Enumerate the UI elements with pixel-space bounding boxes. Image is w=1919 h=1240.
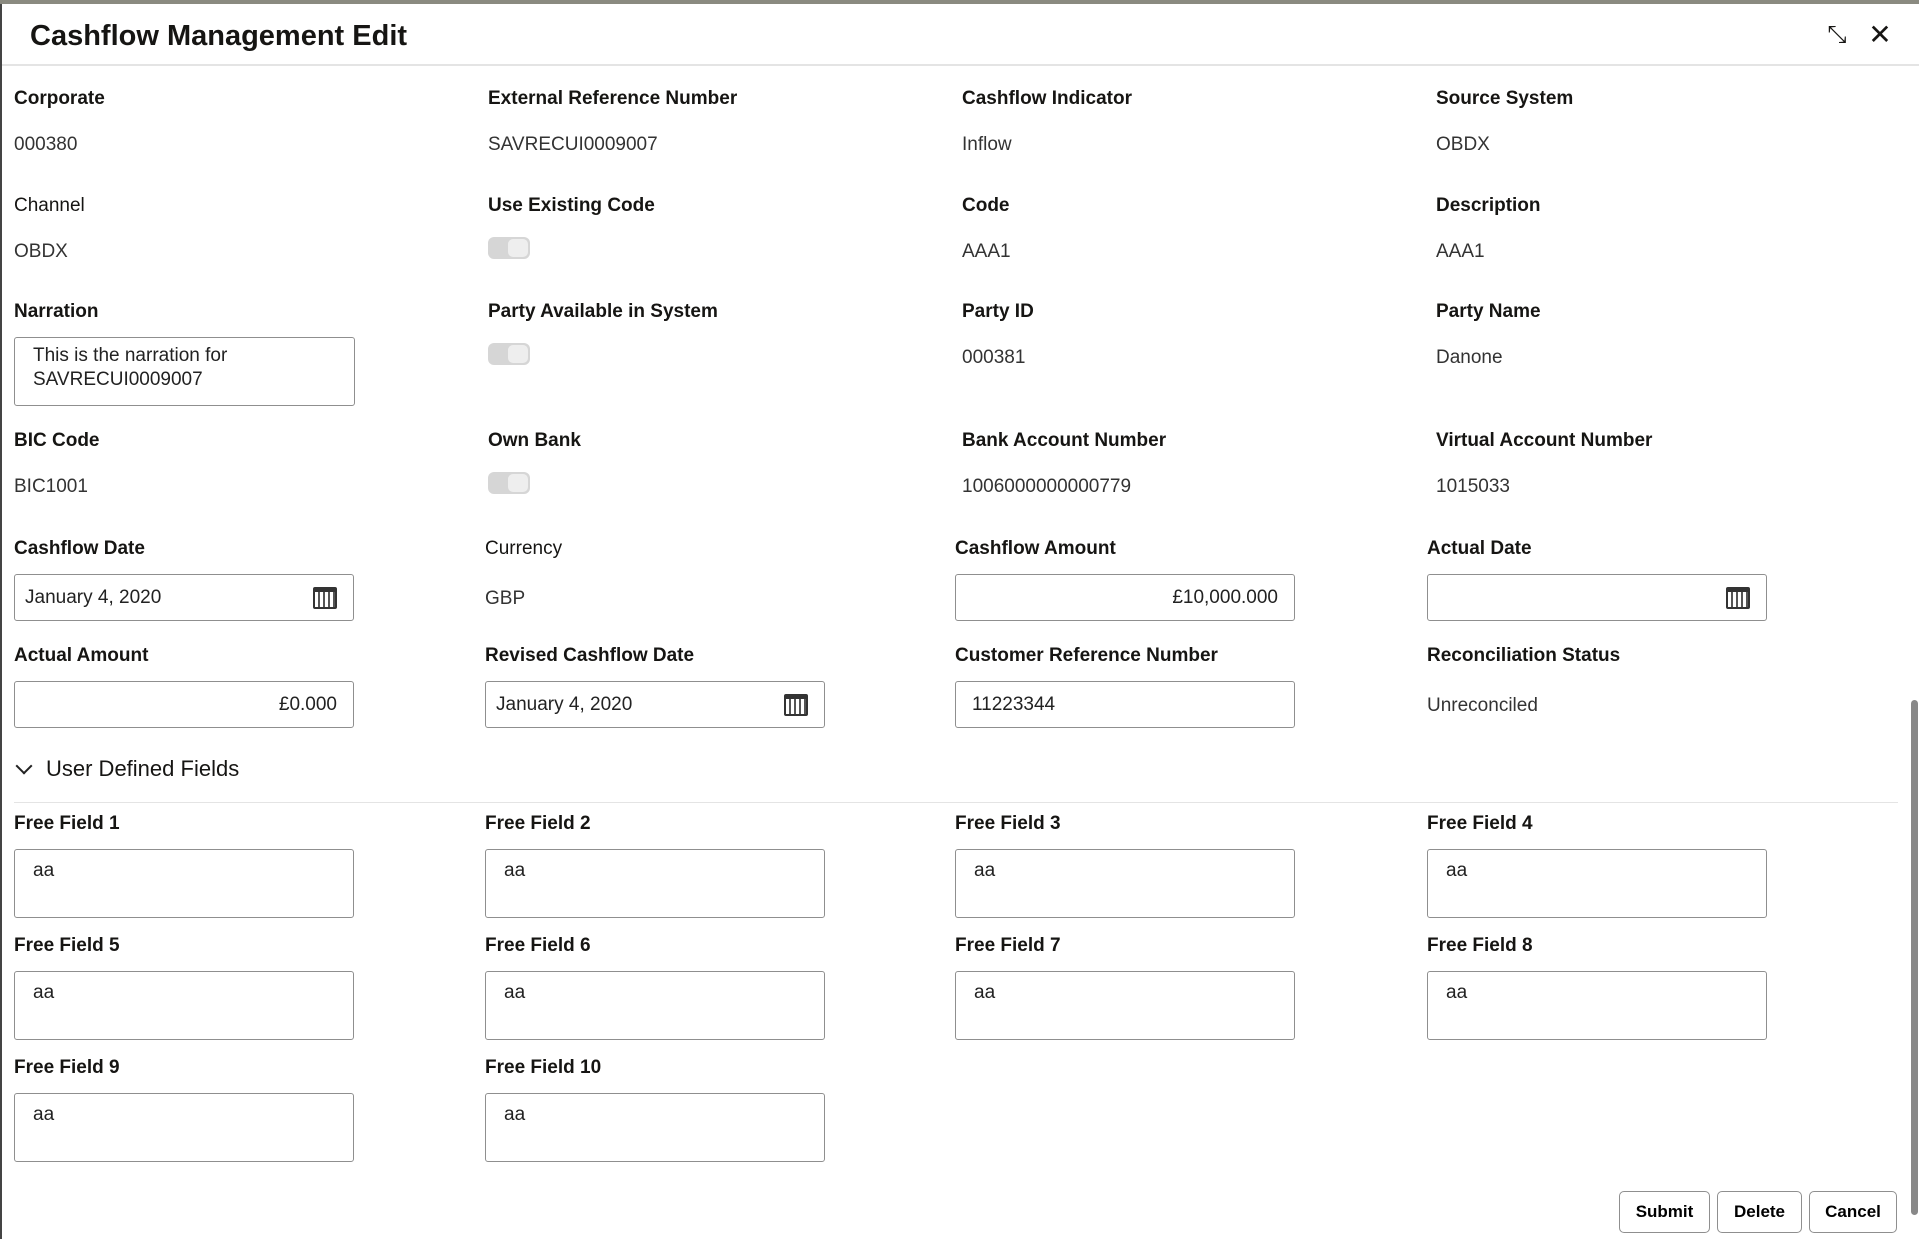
label: Own Bank [488,430,581,451]
label: Free Field 8 [1427,935,1533,956]
free-field-8 [1427,935,1767,1040]
free-field-input[interactable]: aa [14,849,354,918]
value: 1015033 [1436,476,1510,497]
label: BIC Code [14,430,100,451]
label: Reconciliation Status [1427,645,1621,666]
narration-textarea[interactable]: This is the narration for SAVRECUI0009007 [14,337,355,406]
free-field-input[interactable]: aa [485,971,825,1040]
free-field-input[interactable]: aa [955,849,1295,918]
label: Use Existing Code [488,195,655,216]
value: 000381 [962,347,1026,368]
free-field-10 [485,1057,825,1162]
close-icon[interactable]: ✕ [1868,19,1892,50]
value: Danone [1436,347,1503,368]
label: Customer Reference Number [955,645,1218,666]
label: Channel [14,195,85,216]
label: Narration [14,301,99,322]
revised-date-input[interactable] [485,681,825,728]
label: Corporate [14,88,105,109]
calendar-icon[interactable] [1726,587,1750,609]
cancel-button[interactable]: Cancel [1809,1191,1897,1233]
label: Code [962,195,1010,216]
label: Cashflow Date [14,538,145,559]
calendar-icon[interactable] [313,587,337,609]
actual-date-input[interactable] [1427,574,1767,621]
field-party-name [1436,301,1541,369]
field-bic-code [14,430,100,498]
value: SAVRECUI0009007 [488,134,658,155]
label: Actual Amount [14,645,149,666]
label: Free Field 10 [485,1057,602,1078]
field-reconciliation-status [1427,645,1620,717]
field-customer-reference [955,645,1295,728]
actual-amount-input[interactable]: £0.000 [14,681,354,728]
chevron-down-icon [16,758,33,775]
label: Description [1436,195,1541,216]
dialog-header [2,4,1919,66]
field-virtual-account [1436,430,1652,498]
free-field-4 [1427,813,1767,918]
field-narration [14,301,355,406]
dialog-title: Cashflow Management Edit [30,20,408,52]
value: GBP [485,588,526,609]
label: Free Field 3 [955,813,1061,834]
label: Free Field 9 [14,1057,120,1078]
field-party-id [962,301,1034,369]
label: Party Available in System [488,301,718,322]
scrollbar-thumb[interactable] [1911,700,1918,1215]
field-actual-date [1427,538,1767,621]
free-field-2 [485,813,825,918]
cashflow-edit-dialog [0,4,1919,1239]
field-channel [14,195,85,263]
field-corporate [14,88,105,156]
field-revised-date [485,645,825,728]
calendar-icon[interactable] [784,694,808,716]
submit-button[interactable]: Submit [1619,1191,1710,1233]
value: OBDX [1436,134,1490,155]
label: Cashflow Amount [955,538,1116,559]
free-field-3 [955,813,1295,918]
field-use-existing-code [488,195,655,259]
field-cashflow-amount [955,538,1295,621]
field-code [962,195,1011,263]
value: 1006000000000779 [962,476,1132,497]
user-defined-fields-toggle[interactable] [14,756,239,782]
label: Revised Cashflow Date [485,645,695,666]
free-field-9 [14,1057,354,1162]
value: BIC1001 [14,476,88,497]
label: Cashflow Indicator [962,88,1132,109]
cashflow-amount-input[interactable]: £10,000.000 [955,574,1295,621]
cashflow-date-input[interactable] [14,574,354,621]
label: Bank Account Number [962,430,1167,451]
label: Free Field 5 [14,935,120,956]
free-field-input[interactable]: aa [485,1093,825,1162]
label: Party ID [962,301,1034,322]
field-own-bank [488,430,581,494]
free-field-input[interactable]: aa [955,971,1295,1040]
label: External Reference Number [488,88,738,109]
field-party-available [488,301,718,365]
free-field-1 [14,813,354,918]
label: Source System [1436,88,1574,109]
field-cashflow-indicator [962,88,1132,156]
free-field-5 [14,935,354,1040]
value: AAA1 [1436,241,1485,262]
label: Free Field 2 [485,813,591,834]
free-field-input[interactable]: aa [1427,849,1767,918]
field-external-reference [488,88,737,156]
value: 000380 [14,134,78,155]
field-description [1436,195,1541,263]
party-available-toggle[interactable] [488,343,530,365]
customer-reference-input[interactable]: 11223344 [955,681,1295,728]
value: January 4, 2020 [496,693,633,715]
section-title: User Defined Fields [46,756,240,781]
use-existing-code-toggle[interactable] [488,237,530,259]
value: Unreconciled [1427,695,1538,716]
free-field-input[interactable]: aa [485,849,825,918]
free-field-6 [485,935,825,1040]
value: January 4, 2020 [25,586,162,608]
label: Free Field 7 [955,935,1061,956]
divider [14,802,1898,803]
minimize-icon[interactable]: ⤡ [1827,21,1847,48]
label: Currency [485,538,563,559]
label: Virtual Account Number [1436,430,1653,451]
field-bank-account [962,430,1166,498]
label: Party Name [1436,301,1541,322]
label: Actual Date [1427,538,1532,559]
own-bank-toggle[interactable] [488,472,530,494]
label: Free Field 1 [14,813,120,834]
field-cashflow-date [14,538,354,621]
scrollbar[interactable] [1907,520,1919,1240]
delete-button[interactable]: Delete [1717,1191,1802,1233]
free-field-input[interactable]: aa [1427,971,1767,1040]
field-actual-amount [14,645,354,728]
free-field-7 [955,935,1295,1040]
value: OBDX [14,241,68,262]
value: Inflow [962,134,1012,155]
field-source-system [1436,88,1573,156]
field-currency [485,538,562,610]
free-field-input[interactable]: aa [14,1093,354,1162]
value: AAA1 [962,241,1011,262]
label: Free Field 6 [485,935,591,956]
free-field-input[interactable]: aa [14,971,354,1040]
label: Free Field 4 [1427,813,1533,834]
